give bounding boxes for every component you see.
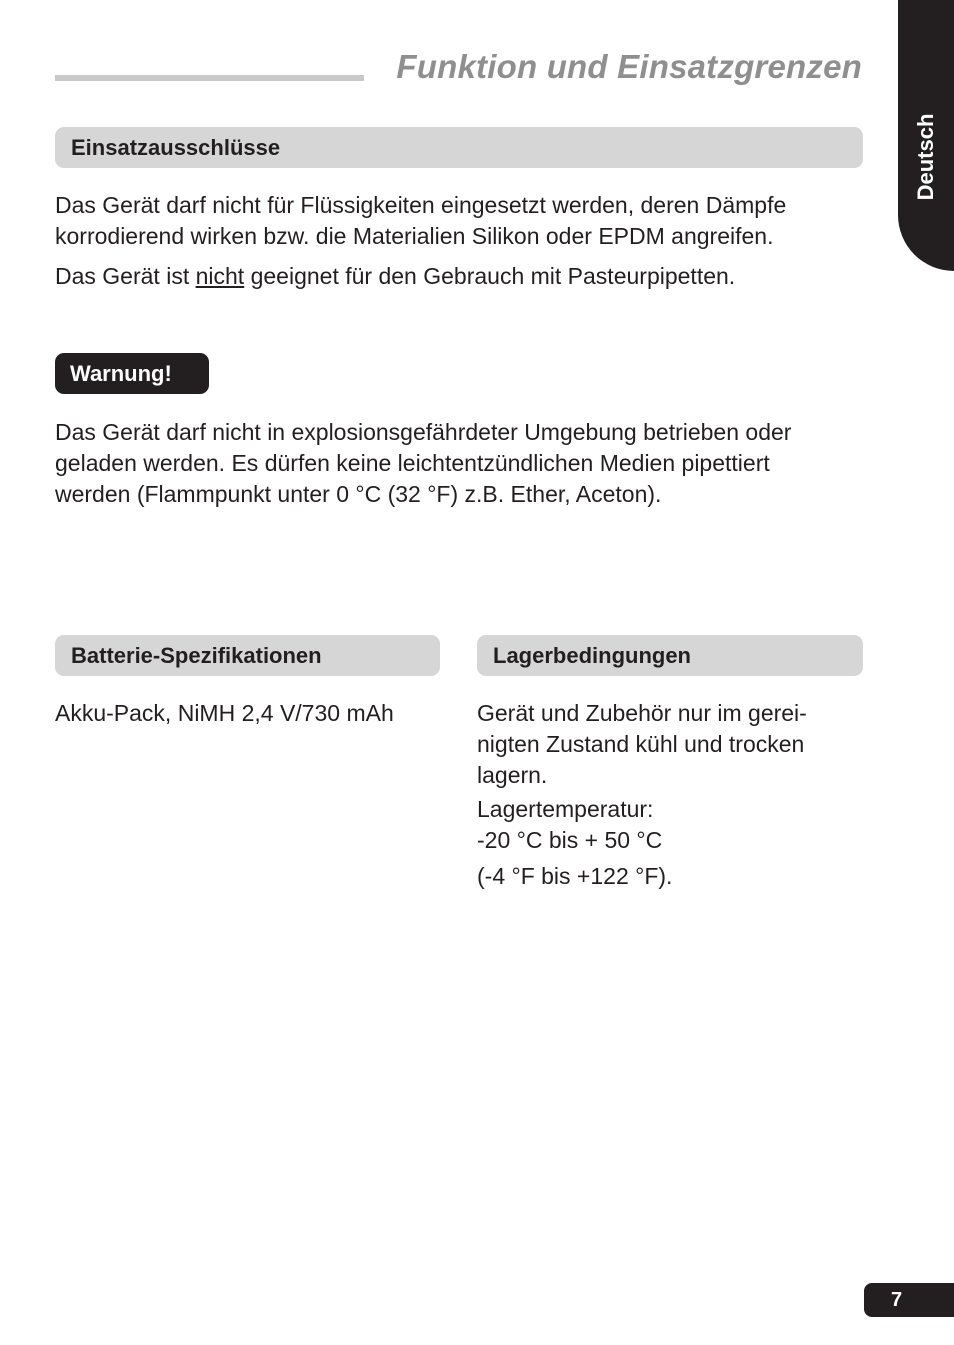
einsatzausschluesse-line-2: korrodierend wirken bzw. die Materialien Silikon oder EPDM angreifen. [55,223,774,249]
storage-line-1: Gerät und Zubehör nur im gerei- [477,700,807,726]
warning-heading: Warnung! [55,353,209,394]
storage-temperature-celsius: -20 °C bis + 50 °C [477,827,663,853]
pasteur-text-before: Das Gerät ist [55,263,196,289]
einsatzausschluesse-paragraph-2 [55,261,875,292]
page-title: Funktion und Einsatzgrenzen [396,48,862,85]
einsatzausschluesse-line-1: Das Gerät darf nicht für Flüssigkeiten eingesetzt werden, deren Dämpfe [55,192,787,218]
battery-spec-text: Akku-Pack, NiMH 2,4 V/730 mAh [55,700,394,726]
storage-paragraph [477,698,877,791]
warning-line-3: werden (Flammpunkt unter 0 °C (32 °F) z.B. Ether, Aceton). [55,481,662,507]
storage-temperature-label: Lagertemperatur: [477,796,654,822]
pasteur-text-after: geeignet für den Gebrauch mit Pasteurpipetten. [244,263,736,289]
section-heading-lagerbedingungen: Lagerbedingungen [477,635,863,676]
section-heading-einsatzausschluesse: Einsatzausschlüsse [55,127,863,168]
storage-line-2: nigten Zustand kühl und trocken [477,731,805,757]
storage-temperature-fahrenheit: (-4 °F bis +122 °F). [477,863,673,889]
storage-line-3: lagern. [477,762,548,788]
warning-line-1: Das Gerät darf nicht in explosionsgefährdeter Umgebung betrieben oder [55,419,792,445]
section-heading-batterie: Batterie-Spezifikationen [55,635,440,676]
page-number: 7 [864,1283,954,1317]
einsatzausschluesse-paragraph-1 [55,190,875,252]
title-rule [55,75,364,81]
storage-temperature [477,794,877,856]
warning-paragraph [55,417,875,510]
warning-line-2: geladen werden. Es dürfen keine leichtentzündlichen Medien pipettiert [55,450,770,476]
pasteur-text-emphasis: nicht [195,263,245,289]
language-tab-label: Deutsch [913,113,938,201]
